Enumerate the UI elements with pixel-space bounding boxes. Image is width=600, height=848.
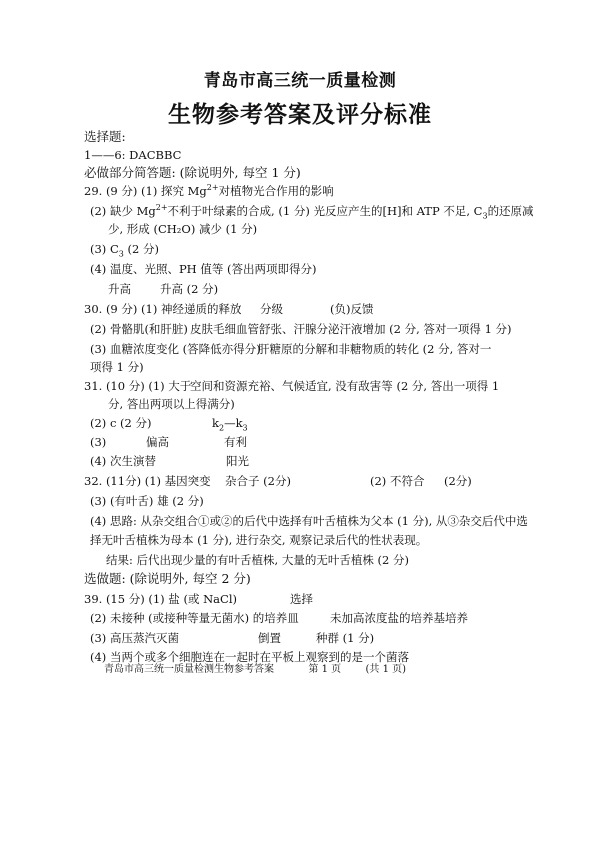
choice-answer: 1——6: DACBBC	[84, 148, 182, 162]
q29-line-6a: 升高	[108, 282, 131, 296]
q31-line-5b: 阳光	[226, 454, 249, 468]
q32-line-1d: (2分)	[444, 474, 472, 488]
q32-line-1b: 杂合子 (2分)	[225, 474, 291, 488]
q30-line-1c: (负)反馈	[330, 302, 374, 316]
q31-line-1b: 空间和资源充裕、气候适宜, 没有敌害等 (2 分, 答出一项得 1	[190, 379, 500, 393]
q32-line-4: 择无叶舌植株为母本 (1 分), 进行杂交, 观察记录后代的性状表现。	[90, 533, 428, 547]
q29-line-4: (3) $C_3$ (2 分)	[90, 242, 159, 259]
required-section-label: 必做部分简答题: (除说明外, 每空 1 分)	[84, 165, 301, 180]
document-title: 青岛市高三统一质量检测	[203, 71, 397, 91]
q32-line-2: (3) (有叶舌) 雄 (2 分)	[90, 494, 204, 508]
q32-line-1c: (2) 不符合	[370, 474, 425, 488]
q39-line-2b: 未加高浓度盐的培养基培养	[330, 611, 468, 625]
q32-line-5: 结果: 后代出现少量的有叶舌植株, 大量的无叶舌植株 (2 分)	[106, 553, 409, 567]
page-footer: 青岛市高三统一质量检测生物参考答案 第 1 页 (共 1 页)	[104, 664, 407, 675]
optional-section-label: 选做题: (除说明外, 每空 2 分)	[84, 571, 251, 586]
q31-line-3a: (2) c (2 分)	[90, 416, 152, 430]
q29-line-2: (2) 缺少 $Mg^{2+}$不利于叶绿素的合成, (1 分) 光反应产生的[H]和 ATP 不足, $C_3$的还原减	[90, 203, 534, 221]
q32-line-3: (4) 思路: 从杂交组合①或②的后代中选择有叶舌植株为父本 (1 分), 从③杂交后代中选	[90, 514, 528, 528]
q32-line-1a: 32. (11分) (1) 基因突变	[84, 474, 211, 488]
choice-section-label: 选择题:	[84, 129, 126, 144]
q39-line-1b: 选择	[290, 592, 313, 606]
q31-line-4a: (3)	[90, 435, 107, 449]
q31-line-2: 分, 答出两项以上得满分)	[108, 397, 235, 411]
q30-line-4: 项得 1 分)	[90, 360, 144, 374]
q29-line-6b: 升高 (2 分)	[160, 282, 219, 296]
q30-line-2a: (2) 骨骼肌(和肝脏)	[90, 322, 188, 336]
q39-line-3b: 倒置	[258, 631, 281, 645]
q31-line-4b: 偏高	[146, 435, 169, 449]
q30-line-1a: 30. (9 分) (1) 神经递质的释放	[84, 302, 242, 316]
document-subtitle: 生物参考答案及评分标准	[168, 101, 432, 128]
q39-line-3a: (3) 高压蒸汽灭菌	[90, 631, 179, 645]
q31-line-3b: $k_2—k_3$	[212, 416, 248, 433]
q30-line-1b: 分级	[260, 302, 283, 316]
q30-line-3b: 肝糖原的分解和非糖物质的转化 (2 分, 答对一	[258, 342, 492, 356]
q30-line-2b: 皮肤毛细血管舒张、汗腺分泌汗液增加 (2 分, 答对一项得 1 分)	[190, 322, 512, 336]
q39-line-1a: 39. (15 分) (1) 盐 (或 NaCl)	[84, 592, 237, 606]
q39-line-4: (4) 当两个或多个细胞连在一起时在平板上观察到的是一个菌落	[90, 650, 409, 664]
q29-line-5: (4) 温度、光照、PH 值等 (答出两项即得分)	[90, 262, 317, 276]
q31-line-4c: 有利	[224, 435, 247, 449]
q31-line-5a: (4) 次生演替	[90, 454, 156, 468]
q29-line-3: 少, 形成 (CH₂O) 减少 (1 分)	[108, 222, 258, 236]
q29-line-1: 29. (9 分) (1) 探究 $Mg^{2+}$对植物光合作用的影响	[84, 183, 334, 198]
q30-line-3a: (3) 血糖浓度变化 (答降低亦得分)	[90, 342, 261, 356]
q39-line-2a: (2) 未接种 (或接种等量无菌水) 的培养皿	[90, 611, 299, 625]
q31-line-1a: 31. (10 分) (1) 大于	[84, 379, 192, 393]
q39-line-3c: 种群 (1 分)	[316, 631, 375, 645]
